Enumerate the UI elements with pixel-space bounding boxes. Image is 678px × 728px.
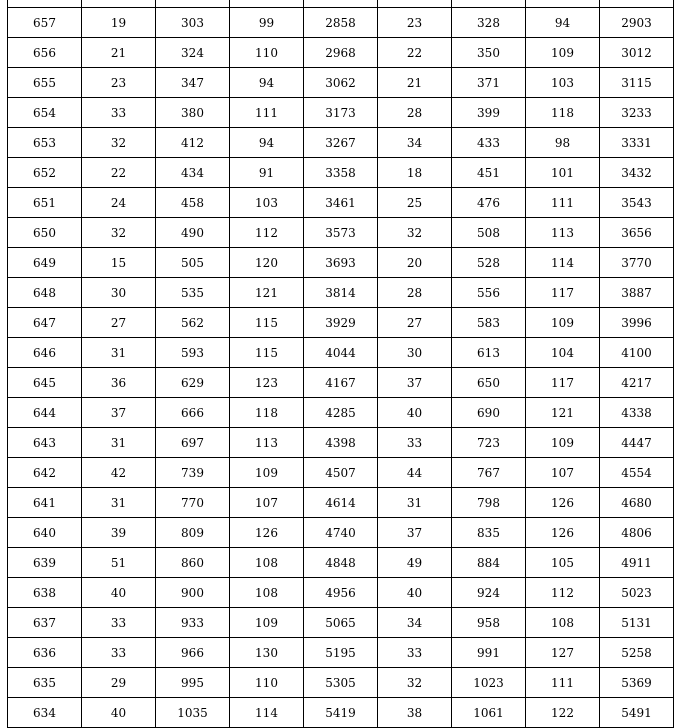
table-cell: 15 bbox=[82, 248, 156, 278]
table-cell: 4740 bbox=[304, 518, 378, 548]
table-cell: 37 bbox=[378, 368, 452, 398]
table-cell: 44 bbox=[378, 458, 452, 488]
score-cell: 640 bbox=[8, 518, 82, 548]
table-cell bbox=[452, 0, 526, 8]
table-row bbox=[8, 278, 674, 308]
table-cell: 900 bbox=[156, 578, 230, 608]
table-cell: 36 bbox=[82, 368, 156, 398]
table-cell: 5023 bbox=[600, 578, 674, 608]
table-cell: 118 bbox=[526, 98, 600, 128]
table-cell: 2903 bbox=[600, 8, 674, 38]
table-cell: 31 bbox=[378, 488, 452, 518]
table-cell: 4507 bbox=[304, 458, 378, 488]
table-cell: 3173 bbox=[304, 98, 378, 128]
table-row bbox=[8, 518, 674, 548]
table-cell: 884 bbox=[452, 548, 526, 578]
table-cell: 49 bbox=[378, 548, 452, 578]
table-cell: 40 bbox=[378, 578, 452, 608]
score-cell: 655 bbox=[8, 68, 82, 98]
table-cell: 108 bbox=[230, 578, 304, 608]
table-cell: 113 bbox=[526, 218, 600, 248]
score-cell: 648 bbox=[8, 278, 82, 308]
table-cell: 25 bbox=[378, 188, 452, 218]
table-cell: 98 bbox=[526, 128, 600, 158]
score-cell: 645 bbox=[8, 368, 82, 398]
table-cell: 3358 bbox=[304, 158, 378, 188]
table-cell: 109 bbox=[526, 428, 600, 458]
table-cell: 33 bbox=[82, 98, 156, 128]
score-cell: 644 bbox=[8, 398, 82, 428]
table-cell: 433 bbox=[452, 128, 526, 158]
table-cell: 30 bbox=[378, 338, 452, 368]
table-row bbox=[8, 8, 674, 38]
table-cell: 328 bbox=[452, 8, 526, 38]
table-cell: 111 bbox=[526, 668, 600, 698]
table-cell: 99 bbox=[230, 8, 304, 38]
table-cell: 4217 bbox=[600, 368, 674, 398]
table-cell: 860 bbox=[156, 548, 230, 578]
table-cell: 3996 bbox=[600, 308, 674, 338]
table-cell: 130 bbox=[230, 638, 304, 668]
table-cell: 3461 bbox=[304, 188, 378, 218]
table-cell: 108 bbox=[230, 548, 304, 578]
table-cell: 3887 bbox=[600, 278, 674, 308]
table-cell: 958 bbox=[452, 608, 526, 638]
table-cell: 27 bbox=[82, 308, 156, 338]
table-cell: 22 bbox=[378, 38, 452, 68]
score-cell: 649 bbox=[8, 248, 82, 278]
table-cell: 505 bbox=[156, 248, 230, 278]
table-row bbox=[8, 398, 674, 428]
table-cell: 39 bbox=[82, 518, 156, 548]
table-cell: 2858 bbox=[304, 8, 378, 38]
table-cell: 19 bbox=[82, 8, 156, 38]
table-cell: 3062 bbox=[304, 68, 378, 98]
table-row bbox=[8, 698, 674, 728]
table-row bbox=[8, 218, 674, 248]
table-cell: 104 bbox=[526, 338, 600, 368]
table-cell: 42 bbox=[82, 458, 156, 488]
table-cell: 126 bbox=[230, 518, 304, 548]
table-cell: 37 bbox=[378, 518, 452, 548]
table-cell: 32 bbox=[82, 218, 156, 248]
table-cell: 966 bbox=[156, 638, 230, 668]
score-cell: 638 bbox=[8, 578, 82, 608]
table-cell: 5258 bbox=[600, 638, 674, 668]
table-cell: 3929 bbox=[304, 308, 378, 338]
table-cell bbox=[378, 0, 452, 8]
table-cell: 21 bbox=[378, 68, 452, 98]
table-cell: 28 bbox=[378, 98, 452, 128]
table-cell: 94 bbox=[230, 68, 304, 98]
table-cell: 5369 bbox=[600, 668, 674, 698]
table-cell: 3432 bbox=[600, 158, 674, 188]
table-cell: 583 bbox=[452, 308, 526, 338]
table-cell: 22 bbox=[82, 158, 156, 188]
table-row bbox=[8, 308, 674, 338]
table-cell bbox=[230, 0, 304, 8]
table-cell: 5305 bbox=[304, 668, 378, 698]
table-cell: 690 bbox=[452, 398, 526, 428]
table-row bbox=[8, 368, 674, 398]
table-cell: 490 bbox=[156, 218, 230, 248]
table-cell: 4100 bbox=[600, 338, 674, 368]
score-cell bbox=[8, 0, 82, 8]
table-cell: 34 bbox=[378, 608, 452, 638]
table-row bbox=[8, 458, 674, 488]
table-cell: 32 bbox=[82, 128, 156, 158]
table-cell: 23 bbox=[82, 68, 156, 98]
table-cell: 5491 bbox=[600, 698, 674, 728]
table-cell: 380 bbox=[156, 98, 230, 128]
score-table-container bbox=[7, 0, 673, 728]
table-cell: 4285 bbox=[304, 398, 378, 428]
table-cell: 3012 bbox=[600, 38, 674, 68]
table-cell: 324 bbox=[156, 38, 230, 68]
table-row bbox=[8, 38, 674, 68]
table-cell: 399 bbox=[452, 98, 526, 128]
table-cell: 94 bbox=[526, 8, 600, 38]
table-cell: 112 bbox=[526, 578, 600, 608]
table-cell: 115 bbox=[230, 338, 304, 368]
table-cell: 127 bbox=[526, 638, 600, 668]
table-cell: 118 bbox=[230, 398, 304, 428]
table-cell: 4614 bbox=[304, 488, 378, 518]
table-cell: 94 bbox=[230, 128, 304, 158]
table-cell: 350 bbox=[452, 38, 526, 68]
table-cell: 4806 bbox=[600, 518, 674, 548]
table-cell: 933 bbox=[156, 608, 230, 638]
table-cell: 3233 bbox=[600, 98, 674, 128]
table-cell: 4447 bbox=[600, 428, 674, 458]
table-cell: 121 bbox=[230, 278, 304, 308]
table-cell: 114 bbox=[230, 698, 304, 728]
table-cell: 109 bbox=[526, 308, 600, 338]
table-cell: 108 bbox=[526, 608, 600, 638]
table-cell: 105 bbox=[526, 548, 600, 578]
table-cell: 24 bbox=[82, 188, 156, 218]
table-cell: 535 bbox=[156, 278, 230, 308]
table-cell: 991 bbox=[452, 638, 526, 668]
table-cell: 31 bbox=[82, 338, 156, 368]
table-cell: 34 bbox=[378, 128, 452, 158]
table-cell: 109 bbox=[230, 608, 304, 638]
score-distribution-table bbox=[7, 0, 674, 728]
table-cell: 109 bbox=[526, 38, 600, 68]
table-cell: 103 bbox=[526, 68, 600, 98]
table-row bbox=[8, 548, 674, 578]
table-cell: 40 bbox=[378, 398, 452, 428]
table-cell: 5065 bbox=[304, 608, 378, 638]
table-row bbox=[8, 188, 674, 218]
table-row bbox=[8, 608, 674, 638]
table-cell: 109 bbox=[230, 458, 304, 488]
table-body bbox=[8, 0, 674, 728]
table-cell: 458 bbox=[156, 188, 230, 218]
table-cell: 476 bbox=[452, 188, 526, 218]
table-cell: 29 bbox=[82, 668, 156, 698]
table-cell: 347 bbox=[156, 68, 230, 98]
score-cell: 641 bbox=[8, 488, 82, 518]
score-cell: 654 bbox=[8, 98, 82, 128]
table-cell: 3115 bbox=[600, 68, 674, 98]
score-cell: 639 bbox=[8, 548, 82, 578]
table-cell: 32 bbox=[378, 218, 452, 248]
score-cell: 646 bbox=[8, 338, 82, 368]
table-cell: 562 bbox=[156, 308, 230, 338]
table-cell: 126 bbox=[526, 518, 600, 548]
table-cell: 767 bbox=[452, 458, 526, 488]
table-cell: 30 bbox=[82, 278, 156, 308]
table-cell: 4044 bbox=[304, 338, 378, 368]
table-cell: 111 bbox=[230, 98, 304, 128]
table-cell: 4167 bbox=[304, 368, 378, 398]
table-cell: 1023 bbox=[452, 668, 526, 698]
table-cell: 809 bbox=[156, 518, 230, 548]
table-cell: 4848 bbox=[304, 548, 378, 578]
score-cell: 647 bbox=[8, 308, 82, 338]
table-cell: 27 bbox=[378, 308, 452, 338]
table-cell: 31 bbox=[82, 488, 156, 518]
table-cell: 995 bbox=[156, 668, 230, 698]
table-cell: 23 bbox=[378, 8, 452, 38]
table-cell: 32 bbox=[378, 668, 452, 698]
table-cell: 3814 bbox=[304, 278, 378, 308]
table-cell: 103 bbox=[230, 188, 304, 218]
table-cell: 117 bbox=[526, 278, 600, 308]
table-cell bbox=[526, 0, 600, 8]
table-cell: 3573 bbox=[304, 218, 378, 248]
table-cell: 21 bbox=[82, 38, 156, 68]
table-cell: 122 bbox=[526, 698, 600, 728]
table-cell: 40 bbox=[82, 698, 156, 728]
table-row bbox=[8, 0, 674, 8]
table-cell: 4398 bbox=[304, 428, 378, 458]
table-cell: 1061 bbox=[452, 698, 526, 728]
table-cell: 451 bbox=[452, 158, 526, 188]
table-cell: 1035 bbox=[156, 698, 230, 728]
score-cell: 650 bbox=[8, 218, 82, 248]
table-cell: 101 bbox=[526, 158, 600, 188]
score-cell: 634 bbox=[8, 698, 82, 728]
score-cell: 636 bbox=[8, 638, 82, 668]
table-cell: 303 bbox=[156, 8, 230, 38]
table-cell: 115 bbox=[230, 308, 304, 338]
table-cell: 528 bbox=[452, 248, 526, 278]
score-cell: 635 bbox=[8, 668, 82, 698]
table-cell: 4911 bbox=[600, 548, 674, 578]
table-cell: 107 bbox=[526, 458, 600, 488]
table-cell: 110 bbox=[230, 38, 304, 68]
table-cell: 666 bbox=[156, 398, 230, 428]
table-row bbox=[8, 638, 674, 668]
table-cell: 3543 bbox=[600, 188, 674, 218]
table-cell: 593 bbox=[156, 338, 230, 368]
table-cell: 113 bbox=[230, 428, 304, 458]
table-cell: 5195 bbox=[304, 638, 378, 668]
table-cell: 33 bbox=[378, 638, 452, 668]
table-cell: 121 bbox=[526, 398, 600, 428]
table-cell: 38 bbox=[378, 698, 452, 728]
table-cell: 3331 bbox=[600, 128, 674, 158]
table-cell: 28 bbox=[378, 278, 452, 308]
score-cell: 653 bbox=[8, 128, 82, 158]
score-cell: 657 bbox=[8, 8, 82, 38]
table-row bbox=[8, 158, 674, 188]
table-cell: 123 bbox=[230, 368, 304, 398]
table-cell: 20 bbox=[378, 248, 452, 278]
table-cell: 3267 bbox=[304, 128, 378, 158]
table-cell: 798 bbox=[452, 488, 526, 518]
table-cell: 5419 bbox=[304, 698, 378, 728]
table-cell: 508 bbox=[452, 218, 526, 248]
table-row bbox=[8, 248, 674, 278]
table-cell: 629 bbox=[156, 368, 230, 398]
table-row bbox=[8, 668, 674, 698]
table-cell: 835 bbox=[452, 518, 526, 548]
table-cell: 2968 bbox=[304, 38, 378, 68]
table-cell: 4956 bbox=[304, 578, 378, 608]
table-row bbox=[8, 488, 674, 518]
table-cell: 51 bbox=[82, 548, 156, 578]
table-row bbox=[8, 68, 674, 98]
table-cell: 4554 bbox=[600, 458, 674, 488]
table-row bbox=[8, 98, 674, 128]
table-row bbox=[8, 428, 674, 458]
table-cell: 3656 bbox=[600, 218, 674, 248]
table-cell: 33 bbox=[378, 428, 452, 458]
table-cell: 33 bbox=[82, 638, 156, 668]
score-cell: 651 bbox=[8, 188, 82, 218]
table-cell: 770 bbox=[156, 488, 230, 518]
table-cell bbox=[600, 0, 674, 8]
table-cell: 110 bbox=[230, 668, 304, 698]
score-cell: 656 bbox=[8, 38, 82, 68]
table-cell: 371 bbox=[452, 68, 526, 98]
table-cell: 650 bbox=[452, 368, 526, 398]
table-row bbox=[8, 338, 674, 368]
table-cell: 114 bbox=[526, 248, 600, 278]
table-cell: 117 bbox=[526, 368, 600, 398]
table-cell: 126 bbox=[526, 488, 600, 518]
table-cell: 5131 bbox=[600, 608, 674, 638]
table-cell: 3770 bbox=[600, 248, 674, 278]
table-row bbox=[8, 128, 674, 158]
table-cell: 739 bbox=[156, 458, 230, 488]
table-cell: 33 bbox=[82, 608, 156, 638]
table-cell: 412 bbox=[156, 128, 230, 158]
table-cell: 4680 bbox=[600, 488, 674, 518]
table-cell: 37 bbox=[82, 398, 156, 428]
table-cell: 434 bbox=[156, 158, 230, 188]
table-cell: 924 bbox=[452, 578, 526, 608]
table-cell: 4338 bbox=[600, 398, 674, 428]
table-cell bbox=[82, 0, 156, 8]
table-cell: 112 bbox=[230, 218, 304, 248]
table-cell: 556 bbox=[452, 278, 526, 308]
table-cell: 613 bbox=[452, 338, 526, 368]
table-cell: 31 bbox=[82, 428, 156, 458]
score-cell: 652 bbox=[8, 158, 82, 188]
table-cell: 3693 bbox=[304, 248, 378, 278]
table-cell bbox=[304, 0, 378, 8]
table-cell bbox=[156, 0, 230, 8]
table-cell: 18 bbox=[378, 158, 452, 188]
table-cell: 111 bbox=[526, 188, 600, 218]
table-cell: 120 bbox=[230, 248, 304, 278]
table-cell: 40 bbox=[82, 578, 156, 608]
score-cell: 637 bbox=[8, 608, 82, 638]
table-cell: 697 bbox=[156, 428, 230, 458]
score-cell: 643 bbox=[8, 428, 82, 458]
score-cell: 642 bbox=[8, 458, 82, 488]
table-cell: 107 bbox=[230, 488, 304, 518]
table-cell: 723 bbox=[452, 428, 526, 458]
table-row bbox=[8, 578, 674, 608]
table-cell: 91 bbox=[230, 158, 304, 188]
